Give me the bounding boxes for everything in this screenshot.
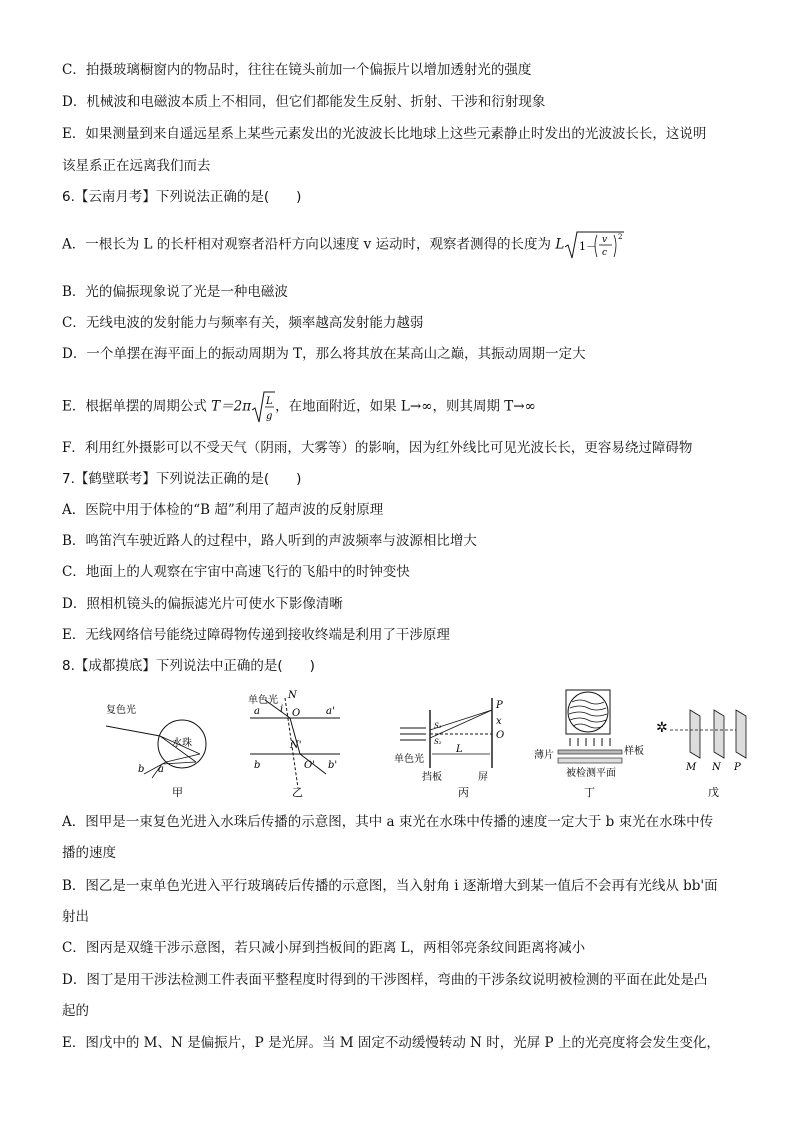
q8-figures (100, 688, 740, 800)
sqrt-sign-icon (564, 230, 624, 260)
fig-jia-drop: 水珠 (172, 738, 192, 749)
fig-wu-N: N (712, 762, 721, 773)
q6-formula-L: L (555, 236, 565, 253)
q5-option-e-line2: 该星系正在远离我们而去 (62, 158, 211, 174)
fig-yi-a: a (254, 706, 260, 717)
sqrt-sign-icon (251, 390, 275, 424)
fig-yi-N: N (288, 690, 297, 701)
fig-wu-M: M (686, 762, 697, 773)
fig-bing-x: x (496, 716, 502, 727)
q8-option-b-line2: 射出 (62, 909, 89, 925)
fig-yi-b: b (254, 760, 261, 771)
fig-jia-b: b (138, 764, 145, 775)
fig-bing-s1: S₁ (434, 722, 442, 730)
light-source-icon: ✲ (656, 720, 668, 736)
q7-option-e: E．无线网络信号能绕过障碍物传递到接收终端是利用了干涉原理 (62, 627, 450, 643)
q8-option-d-line2: 起的 (62, 1003, 89, 1019)
q6-option-a-text: A．一根长为 L 的长杆相对观察者沿杆方向以速度 v 运动时，观察者测得的长度为 (62, 236, 552, 253)
fig-wu-P: P (734, 762, 741, 773)
figure-wu (656, 710, 746, 799)
q8-option-a-line1: A．图甲是一束复色光进入水珠后传播的示意图，其中 a 束光在水珠中传播的速度一定大于 b 束光在水珠中传 (62, 814, 714, 830)
q6-option-e-pre: E．根据单摆的周期公式 (62, 398, 207, 415)
fig-yi-caption: 乙 (292, 786, 303, 799)
fig-ding-thin: 薄片 (534, 750, 554, 761)
q5-option-c: C．拍摄玻璃橱窗内的物品时，往往在镜头前加一个偏振片以增加透射光的强度 (62, 62, 532, 78)
q6-formula-exp: 2 (618, 233, 623, 241)
q7-option-c: C．地面上的人观察在宇宙中高速飞行的飞船中的时钟变快 (62, 564, 410, 580)
q8-title: 8.【成都摸底】下列说法中正确的是( ) (62, 658, 315, 674)
q6-option-b: B．光的偏振现象说了光是一种电磁波 (62, 284, 288, 300)
q7-option-d: D．照相机镜头的偏振滤光片可使水下影像清晰 (62, 596, 343, 612)
fig-jia-light: 复色光 (106, 705, 136, 716)
fig-yi-light: 单色光 (248, 695, 278, 706)
fig-yi-Nprime: N' (290, 740, 302, 751)
fig-bing-L: L (456, 744, 463, 755)
q8-option-e: E．图戊中的 M、N 是偏振片，P 是光屏。当 M 固定不动缓慢转动 N 时，光屏 P 上的光亮度将会发生变化， (62, 1035, 720, 1051)
q8-option-b-line1: B．图乙是一束单色光进入平行玻璃砖后传播的示意图，当入射角 i 逐渐增大到某一值后不会再有光线从 bb'面 (62, 878, 718, 894)
fig-yi-Oprime: O' (304, 760, 315, 771)
fig-bing-screen: 屏 (478, 772, 488, 783)
fig-yi-O: O (292, 708, 301, 719)
q5-option-d: D．机械波和电磁波本质上不相同，但它们都能发生反射、折射、干涉和衍射现象 (62, 94, 546, 110)
q6-option-c: C．无线电波的发射能力与频率有关，频率越高发射能力越弱 (62, 315, 424, 331)
q8-option-c: C．图丙是双缝干涉示意图，若只减小屏到挡板间的距离 L，两相邻亮条纹间距离将减小 (62, 940, 586, 956)
q6-option-a (62, 230, 624, 260)
q8-option-a-line2: 播的速度 (62, 845, 116, 861)
q6-formula-v: v (602, 235, 608, 245)
q6-title: 6.【云南月考】下列说法正确的是( ) (62, 189, 302, 205)
fig-bing-P: P (496, 700, 503, 711)
fig-yi-aprime: a' (326, 706, 335, 717)
q6-option-f: F．利用红外摄影可以不受天气（阴雨，大雾等）的影响，因为红外线比可见光波长长，更容易绕过障碍物 (62, 440, 693, 456)
q6-formula-c: c (602, 248, 608, 258)
figure-ding (534, 690, 644, 799)
fig-bing-O: O (496, 730, 505, 741)
q7-title: 7.【鹤壁联考】下列说法正确的是( ) (62, 471, 302, 487)
fig-bing-s2: S₂ (434, 738, 442, 746)
figure-jia (106, 703, 206, 799)
fig-bing-board: 挡板 (422, 772, 442, 783)
q6-option-e (62, 390, 536, 424)
fig-bing-caption: 丙 (458, 786, 469, 799)
fig-jia-caption: 甲 (172, 786, 183, 799)
fig-wu-caption: 戊 (708, 786, 719, 799)
fig-yi-bprime: b' (328, 760, 338, 771)
fig-jia-a: a (158, 764, 164, 775)
q8-option-d-line1: D．图丁是用干涉法检测工件表面平整程度时得到的干涉图样，弯曲的干涉条纹说明被检测的平面在此处是凸 (62, 972, 708, 988)
q7-option-a: A．医院中用于体检的“B 超”利用了超声波的反射原理 (62, 502, 384, 518)
q5-option-e-line1: E．如果测量到来自遥远星系上某些元素发出的光波波长比地球上这些元素静止时发出的光波波长长，这说明 (62, 126, 707, 142)
figure-yi (248, 690, 340, 799)
fig-bing-light: 单色光 (394, 754, 424, 765)
fig-yi-i: i (280, 704, 284, 715)
figure-bing (394, 698, 504, 799)
q6-formula-T: T＝2π (211, 398, 252, 415)
q6-option-e-post: ，在地面附近，如果 L→∞，则其周期 T→∞ (275, 398, 536, 415)
q6-option-d: D．一个单摆在海平面上的振动周期为 T，那么将其放在某高山之巅，其振动周期一定大 (62, 346, 586, 362)
q6-formula-one-minus: 1－ (579, 240, 598, 253)
fig-ding-caption: 丁 (584, 786, 595, 799)
fig-ding-surface: 被检测平面 (566, 768, 616, 779)
q6-formula-g: g (266, 411, 273, 422)
q6-formula-L2: L (266, 396, 273, 407)
q7-option-b: B．鸣笛汽车驶近路人的过程中，路人听到的声波频率与波源相比增大 (62, 533, 477, 549)
fig-ding-sample: 样板 (624, 746, 644, 757)
